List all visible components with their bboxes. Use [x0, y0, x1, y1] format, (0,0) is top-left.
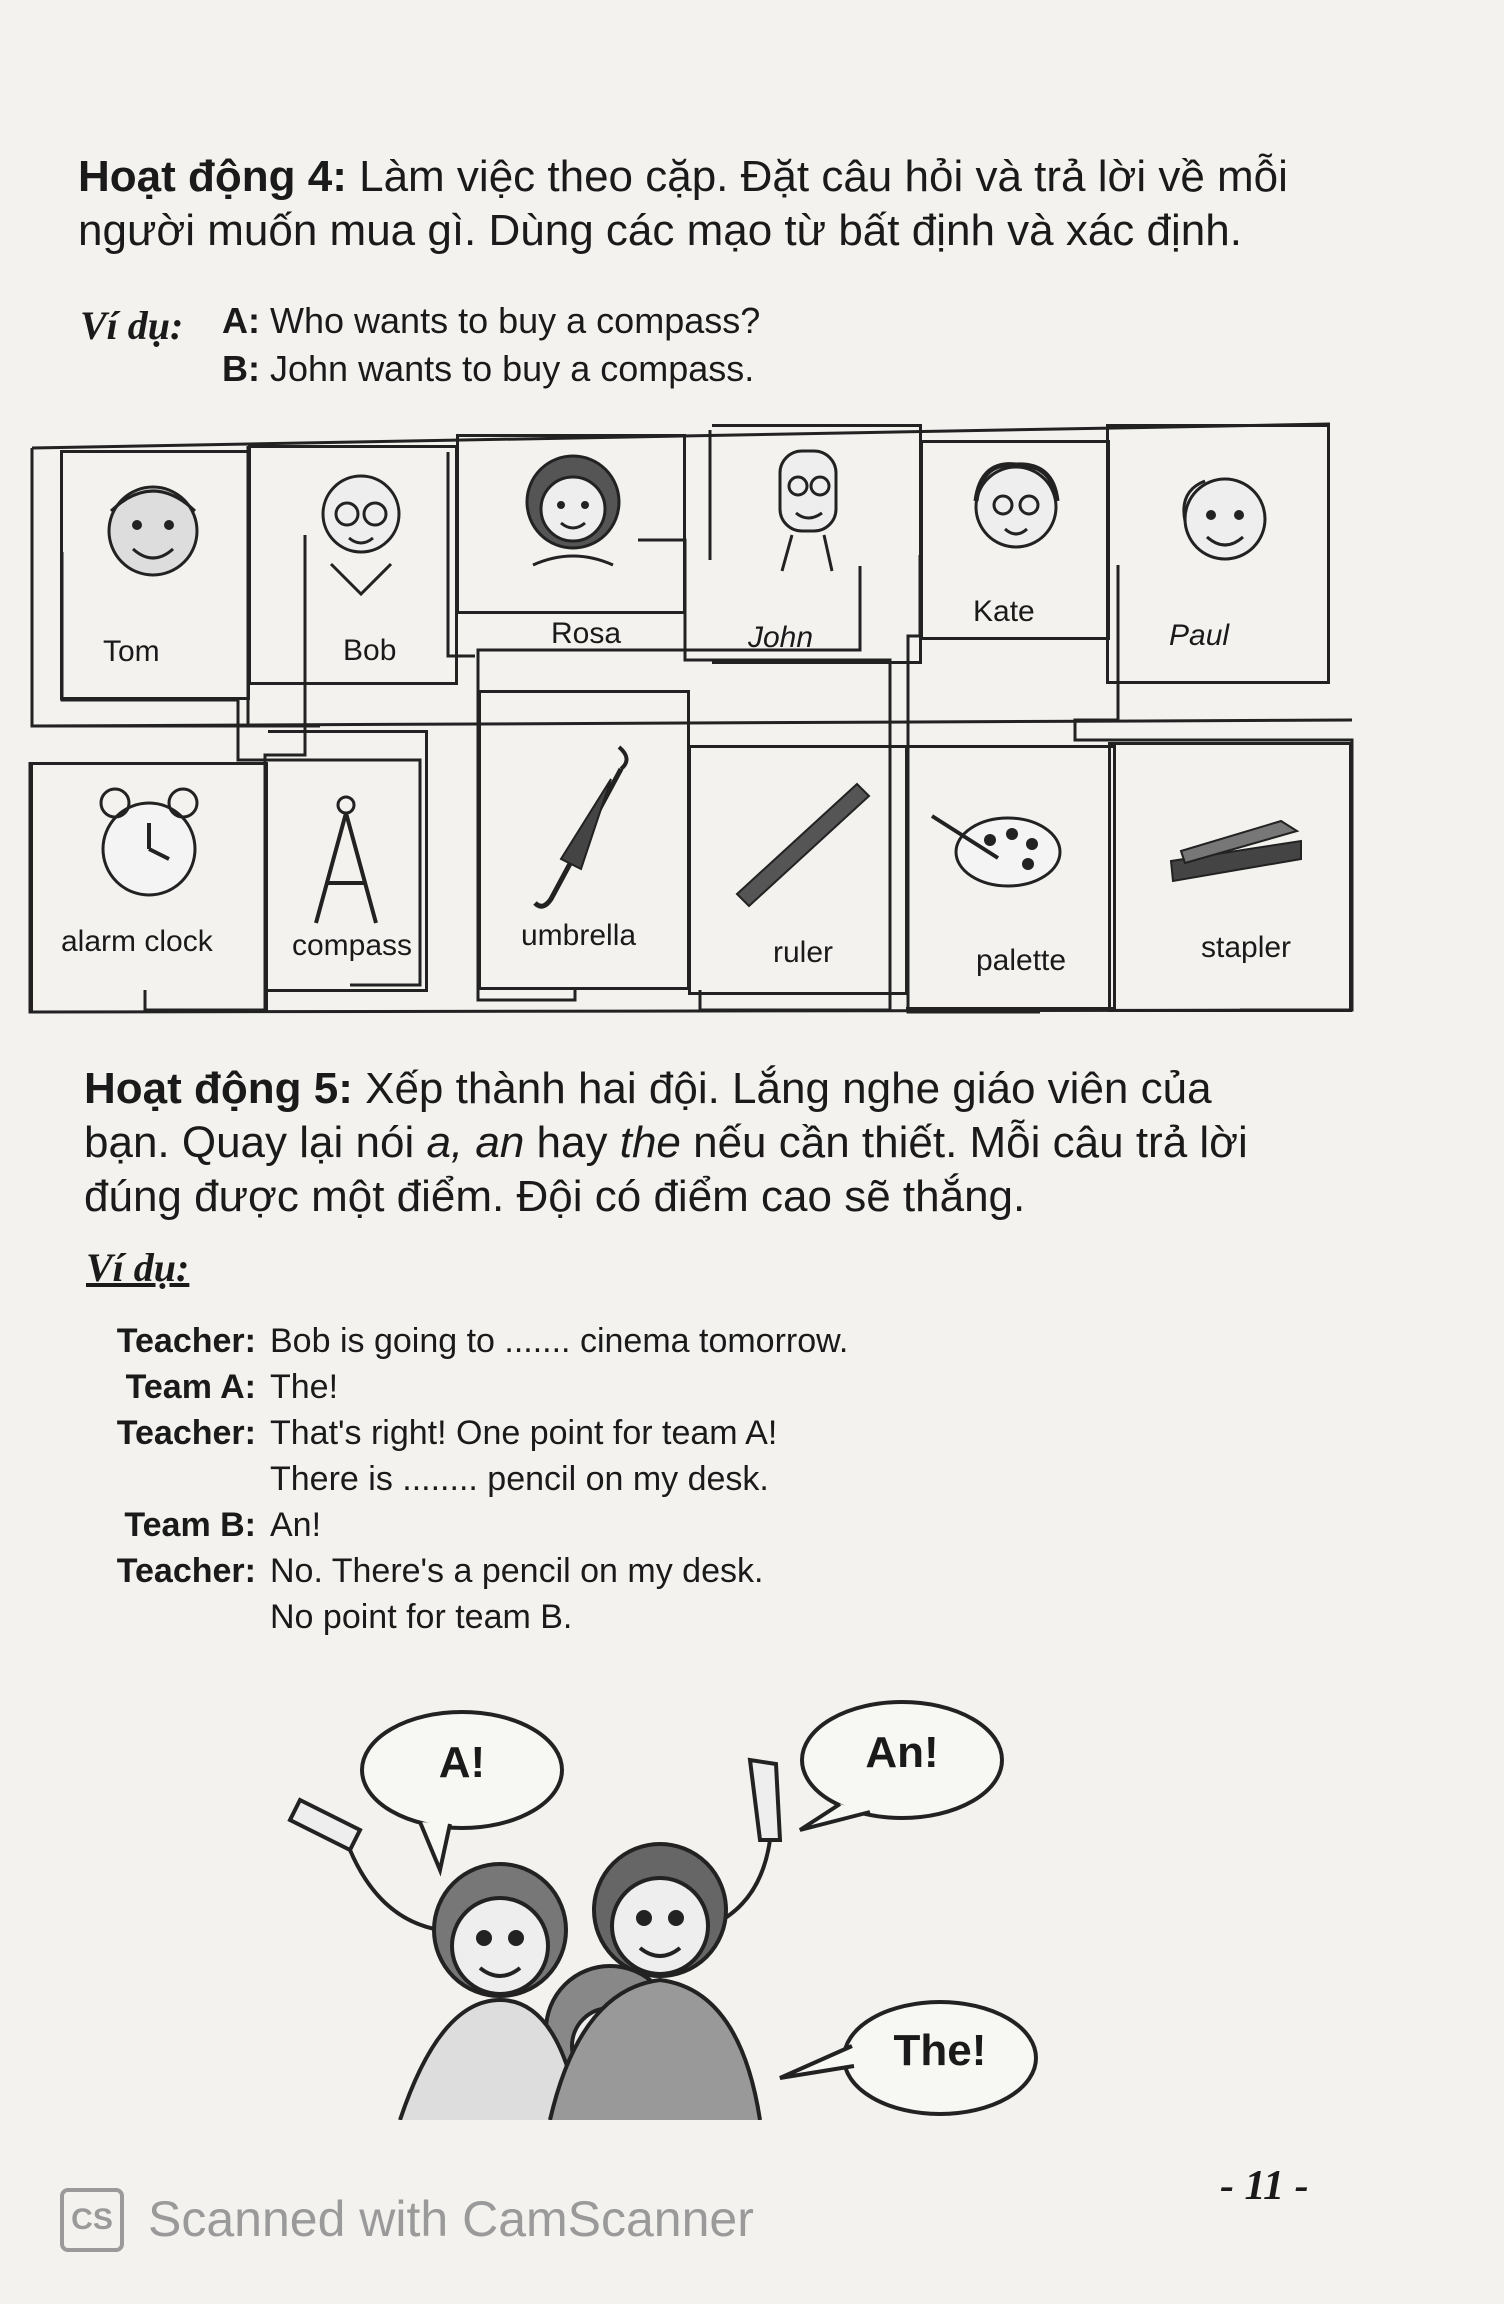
person-cell-bob — [248, 445, 458, 685]
ruler-icon — [727, 774, 877, 914]
dialogue-row — [96, 1364, 338, 1410]
person-name-kate: Kate — [973, 595, 1035, 628]
camscanner-logo: CS — [60, 2188, 124, 2252]
page-number: - 11 - — [1220, 2163, 1309, 2209]
dialogue-text: Bob is going to ....... cinema tomorrow. — [270, 1322, 849, 1360]
activity5-line2-em2: the — [619, 1118, 681, 1167]
person-name-bob: Bob — [343, 634, 397, 667]
dialogue-text: That's right! One point for team A! — [270, 1414, 778, 1452]
person-cell-tom — [60, 450, 250, 700]
item-cell-palette — [906, 745, 1116, 1010]
bubble-bottom-text: The! — [893, 2026, 987, 2075]
item-label-ruler: ruler — [773, 936, 834, 969]
john-face-icon — [752, 431, 862, 581]
person-cell-paul — [1106, 424, 1330, 684]
dialogue-row — [96, 1318, 848, 1364]
dialogue-text: There is ........ pencil on my desk. — [270, 1460, 769, 1498]
item-label-compass: compass — [292, 929, 413, 962]
dialogue-row — [96, 1502, 321, 1548]
activity5-title: Hoạt động 5: — [84, 1064, 353, 1113]
dialogue-text: The! — [270, 1368, 339, 1406]
dialogue-speaker: Teacher: — [116, 1322, 256, 1360]
dialogue-text: No point for team B. — [270, 1598, 573, 1636]
activity5-line2-em1: a, an — [426, 1118, 525, 1167]
item-label-umbrella: umbrella — [521, 919, 637, 952]
activity4-example-label: Ví dụ: — [80, 303, 184, 348]
dialogue-speaker: Team A: — [125, 1368, 256, 1406]
dialogue-speaker: Teacher: — [116, 1414, 256, 1452]
matching-puzzle — [0, 0, 1504, 1100]
rosa-face-icon — [503, 447, 643, 577]
activity5-line2 — [84, 1116, 1384, 1170]
item-cell-alarm-clock — [30, 762, 268, 1012]
paul-face-icon — [1165, 461, 1285, 581]
person-name-paul: Paul — [1169, 619, 1230, 652]
bob-face-icon — [301, 464, 421, 604]
kids-illustration — [280, 1700, 1100, 2120]
person-cell-kate — [920, 440, 1110, 640]
kate-face-icon — [961, 451, 1071, 571]
dialogue-row — [96, 1456, 769, 1502]
dialogue-text: No. There's a pencil on my desk. — [270, 1552, 764, 1590]
bubble-right-text: An! — [865, 1728, 939, 1777]
item-label-palette: palette — [976, 944, 1067, 977]
person-cell-john — [712, 424, 922, 664]
activity5-line1-text: Xếp thành hai đội. Lắng nghe giáo viên của — [365, 1064, 1212, 1113]
tom-face-icon — [93, 471, 213, 591]
person-name-rosa: Rosa — [551, 617, 622, 650]
item-cell-stapler — [1108, 742, 1352, 1012]
activity5-line2-c: nếu cần thiết. Mỗi câu trả lời — [680, 1118, 1248, 1167]
palette-icon — [928, 796, 1068, 896]
activity5-line2-a: bạn. Quay lại nói — [84, 1118, 427, 1167]
example-a-text: Who wants to buy a compass? — [270, 300, 761, 341]
example-b-speaker: B: — [222, 348, 260, 389]
camscanner-text: Scanned with CamScanner — [148, 2191, 754, 2247]
activity5-line3: đúng được một điểm. Đội có điểm cao sẽ thắng. — [84, 1172, 1026, 1221]
person-name-tom: Tom — [103, 635, 160, 668]
item-cell-ruler — [688, 745, 908, 995]
item-label-stapler: stapler — [1201, 931, 1292, 964]
umbrella-icon — [521, 739, 641, 919]
activity5-line1 — [84, 1062, 1384, 1116]
person-cell-rosa — [456, 434, 686, 650]
activity4-title: Hoạt động 4: — [78, 152, 347, 201]
activity5-line2-b: hay — [524, 1118, 620, 1167]
alarm-clock-icon — [79, 779, 219, 909]
person-name-john: John — [748, 621, 814, 654]
stapler-icon — [1161, 801, 1311, 891]
dialogue-row — [96, 1410, 777, 1456]
bubble-left-text: A! — [438, 1738, 486, 1787]
item-cell-compass — [268, 730, 428, 992]
row-separator — [32, 720, 1352, 726]
activity5-example-label: Ví dụ: — [86, 1245, 190, 1290]
dialogue-row — [96, 1548, 763, 1594]
activity4-text-line1: Làm việc theo cặp. Đặt câu hỏi và trả lời về mỗi — [359, 152, 1288, 201]
item-cell-umbrella — [478, 690, 690, 990]
dialogue-text: An! — [270, 1506, 322, 1544]
dialogue-speaker: Team B: — [124, 1506, 256, 1544]
dialogue-speaker: Teacher: — [116, 1552, 256, 1590]
item-label-alarm-clock: alarm clock — [61, 925, 213, 958]
example-a-speaker: A: — [222, 300, 260, 341]
example-b-text: John wants to buy a compass. — [270, 348, 755, 389]
dialogue-row — [96, 1594, 572, 1640]
compass-icon — [296, 793, 396, 933]
activity4-text-line2: người muốn mua gì. Dùng các mạo từ bất định và xác định. — [78, 206, 1242, 255]
